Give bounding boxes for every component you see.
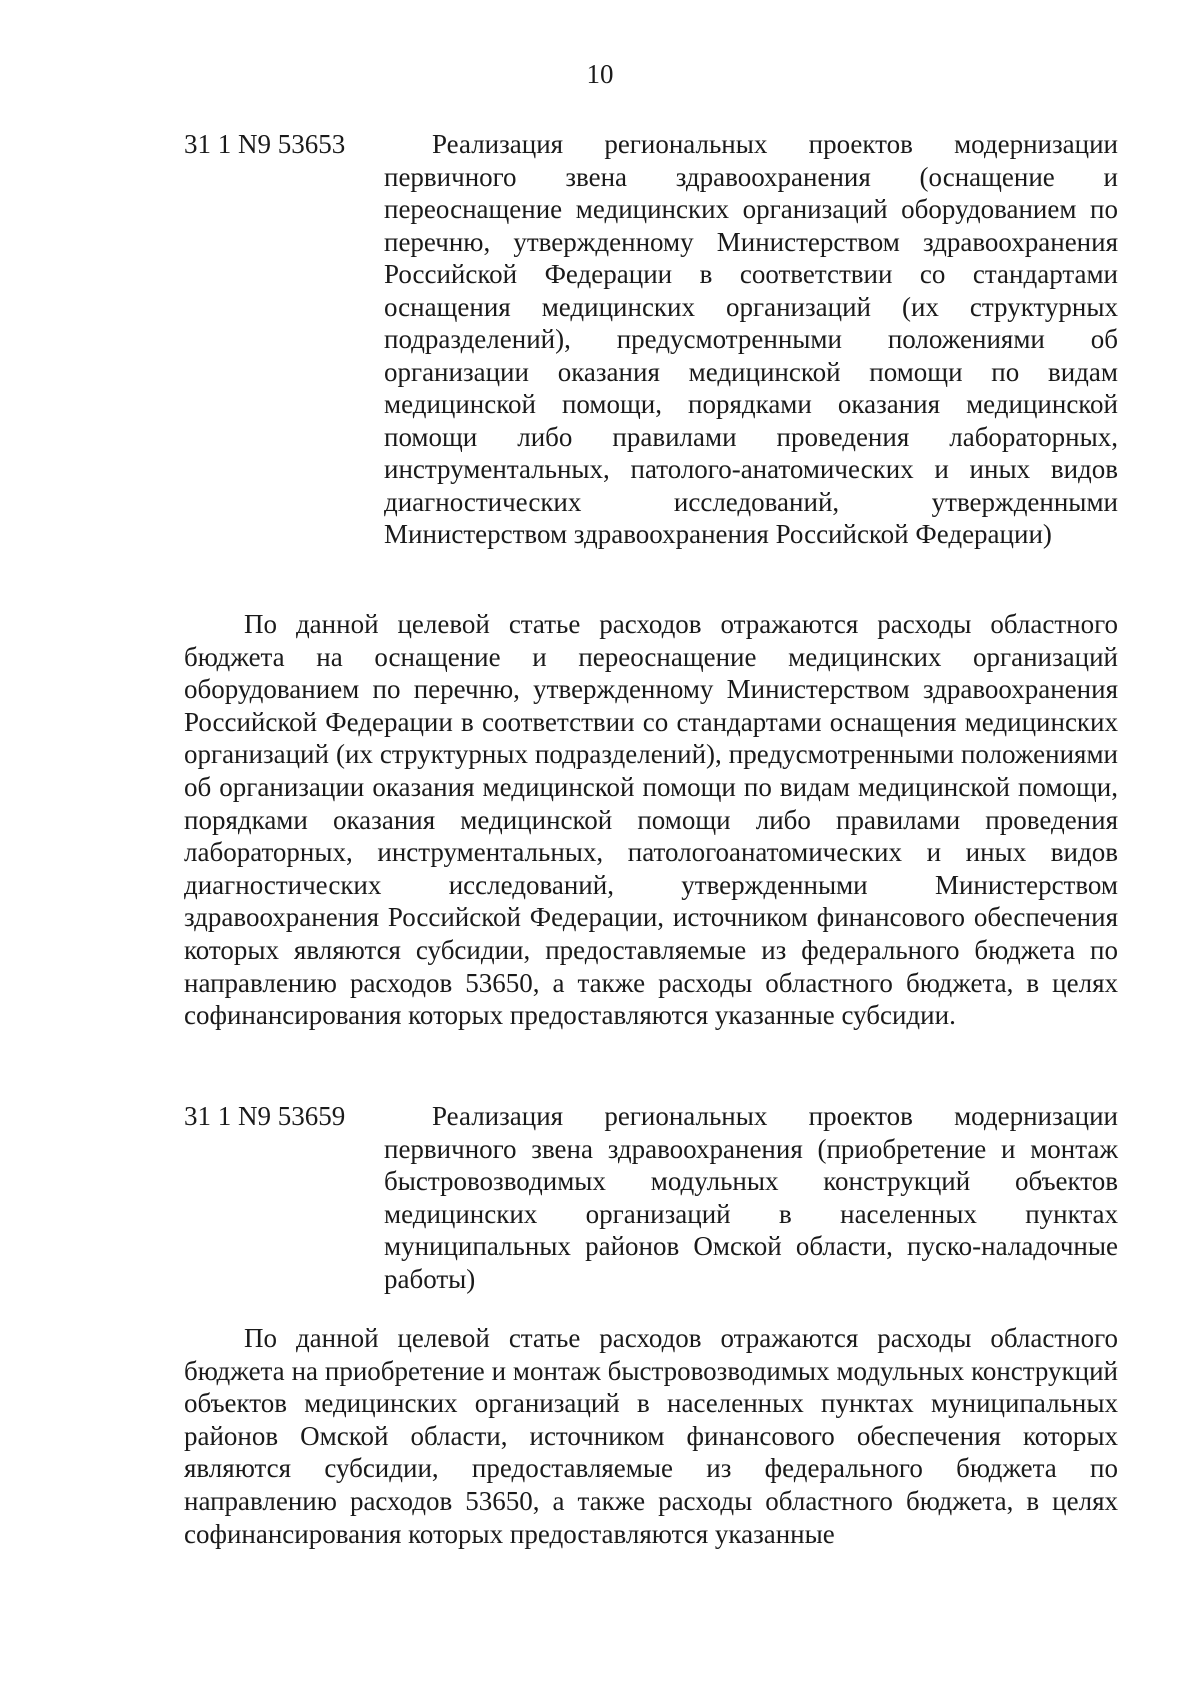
target-article-title: Реализация региональных проектов модернизации первичного звена здравоохранения (приобретение и монтаж быстровозводимых модульных конструкций объектов медицинских организаций в населенных пунктах муниципальных районов Омской области, пуско-наладочные работы) <box>384 1101 1118 1294</box>
page-number: 10 <box>586 59 614 89</box>
budget-entry <box>184 1100 1118 1295</box>
target-article-description: По данной целевой статье расходов отражаются расходы областного бюджета на оснащение и переоснащение медицинских организаций оборудованием по перечню, утвержденному Министерством здравоохранения Российской Федерации в соответствии со стандартами оснащения медицинских организаций (их структурных подразделений), предусмотренными положениями об организации оказания медицинской помощи по видам медицинской помощи, порядками оказания медицинской помощи либо правилами проведения лабораторных, инструментальных, патологоанатомических и иных видов диагностических исследований, утвержденными Министерством здравоохранения Российской Федерации, источником финансового обеспечения которых являются субсидии, предоставляемые из федерального бюджета по направлению расходов 53650, а также расходы областного бюджета, в целях софинансирования которых предоставляются указанные субсидии. <box>184 609 1118 1031</box>
target-article-code: 31 1 N9 53653 <box>184 129 346 159</box>
target-article-code: 31 1 N9 53659 <box>184 1101 346 1131</box>
target-article-description: По данной целевой статье расходов отражаются расходы областного бюджета на приобретение и монтаж быстровозводимых модульных конструкций объектов медицинских организаций в населенных пунктах муниципальных районов Омской области, источником финансового обеспечения которых являются субсидии, предоставляемые из федерального бюджета по направлению расходов 53650, а также расходы областного бюджета, в целях софинансирования которых предоставляются указанные <box>184 1323 1118 1549</box>
budget-entry <box>184 128 1118 551</box>
target-article-title: Реализация региональных проектов модернизации первичного звена здравоохранения (оснащение и переоснащение медицинских организаций оборудованием по перечню, утвержденному Министерством здравоохранения Российской Федерации в соответствии со стандартами оснащения медицинских организаций (их структурных подразделений), предусмотренными положениями об организации оказания медицинской помощи по видам медицинской помощи, порядками оказания медицинской помощи либо правилами проведения лабораторных, инструментальных, патолого-анатомических и иных видов диагностических исследований, утвержденными Министерством здравоохранения Российской Федерации) <box>384 129 1118 549</box>
